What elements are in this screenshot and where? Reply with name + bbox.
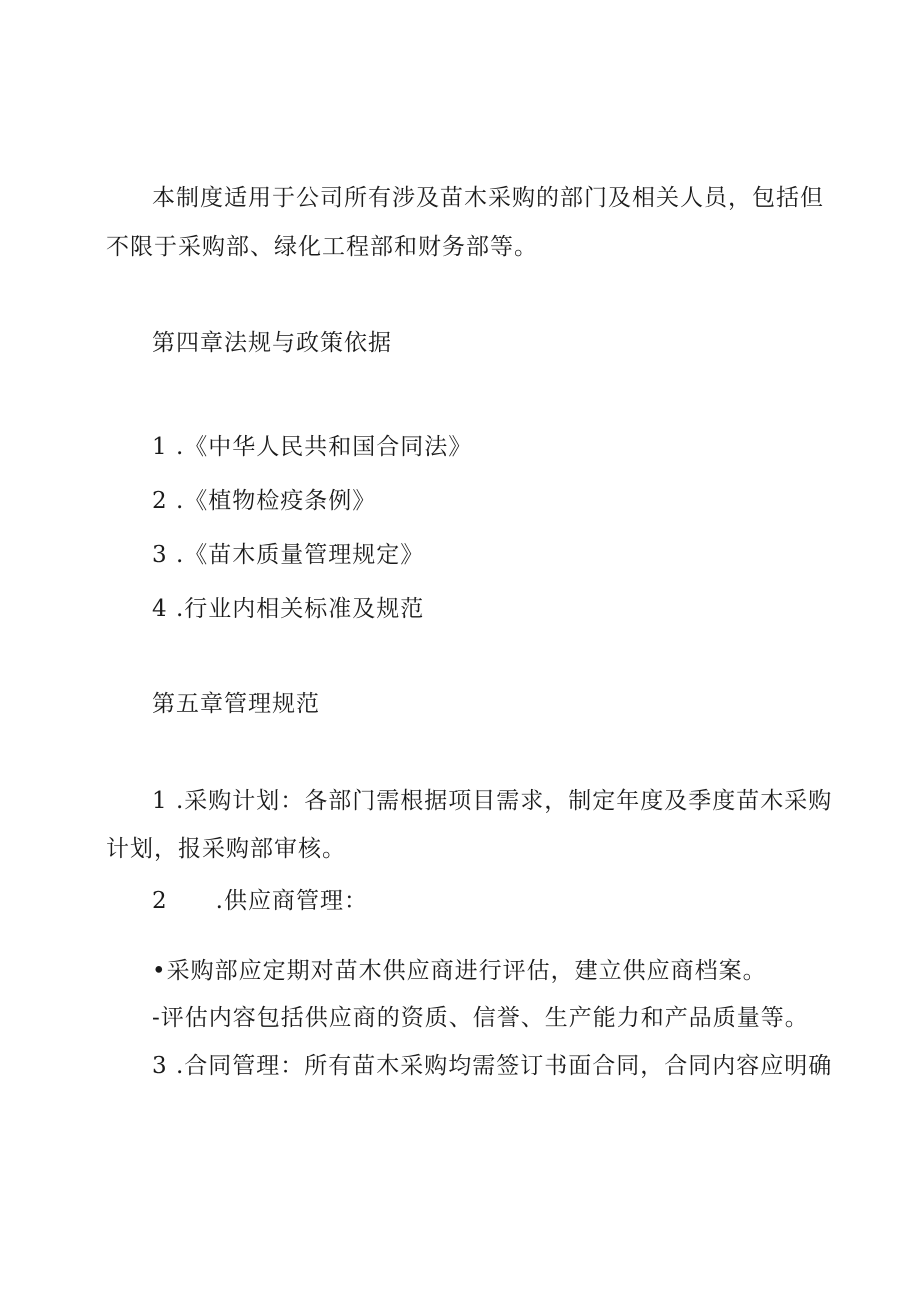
list-item-text: .合同管理：所有苗木采购均需签订书面合同，合同内容应明确: [175, 1053, 833, 1079]
list-item-text: .采购计划：各部门需根据项目需求，制定年度及季度苗木采购: [175, 788, 833, 814]
supplier-management-item: [152, 886, 368, 916]
list-item-text: .行业内相关标准及规范: [175, 596, 425, 622]
chapter-4-heading: 第四章法规与政策依据: [152, 330, 392, 356]
list-item-text: .《中华人民共和国合同法》: [175, 434, 473, 460]
purchase-plan-line-2: 计划，报采购部审核。: [106, 836, 346, 862]
contract-management-item: [152, 1051, 832, 1081]
bullet-item: •采购部应定期对苗木供应商进行评估，建立供应商档案。: [152, 958, 767, 984]
list-item: [152, 540, 424, 570]
chapter-5-heading: 第五章管理规范: [152, 691, 320, 717]
scope-paragraph-line-1: 本制度适用于公司所有涉及苗木采购的部门及相关人员，包括但: [152, 185, 824, 211]
list-item-number: 2: [152, 888, 168, 914]
scope-paragraph-line-2: 不限于采购部、绿化工程部和财务部等。: [106, 234, 538, 260]
purchase-plan-line-1: [152, 786, 832, 816]
list-item-number: 3: [152, 1053, 168, 1079]
bullet-item: -评估内容包括供应商的资质、信誉、生产能力和产品质量等。: [152, 1005, 809, 1031]
list-item-number: 2: [152, 488, 168, 514]
list-item-text: .《植物检疫条例》: [175, 488, 377, 514]
list-item-number: 1: [152, 788, 168, 814]
list-item-number: 1: [152, 434, 168, 460]
list-item-text: .《苗木质量管理规定》: [175, 542, 425, 568]
list-item-number: 4: [152, 596, 168, 622]
list-item: [152, 486, 376, 516]
list-item-text: .供应商管理：: [215, 888, 368, 914]
list-item-number: 3: [152, 542, 168, 568]
list-item: [152, 432, 472, 462]
list-item: [152, 594, 424, 624]
